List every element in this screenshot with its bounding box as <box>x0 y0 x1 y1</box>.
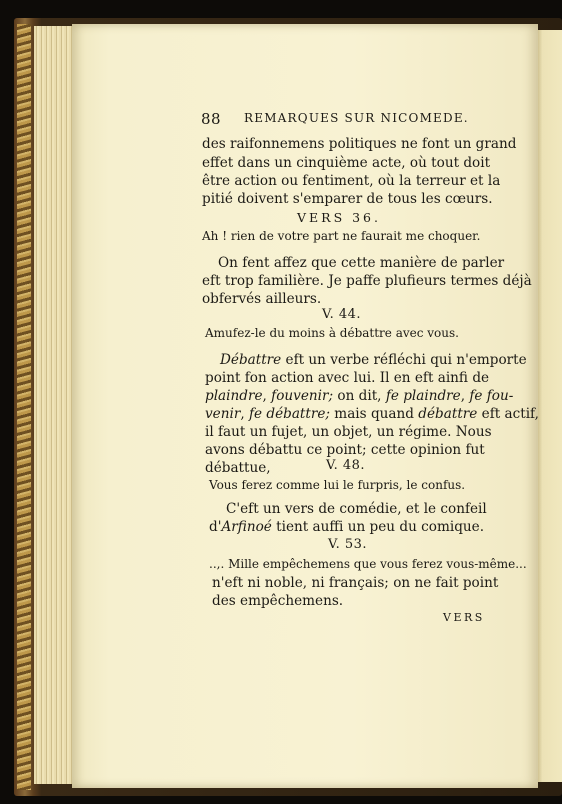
running-title: REMARQUES SUR NICOMEDE. <box>244 111 469 125</box>
text-run: , <box>262 388 272 404</box>
text-line: effet dans un cinquième acte, où tout doit <box>202 155 491 171</box>
text-line: On fent affez que cette manière de parler <box>218 255 505 271</box>
italic-term: Débattre <box>220 352 282 368</box>
text-run: mais quand <box>329 406 419 422</box>
italic-term: fe fou- <box>469 388 514 404</box>
section-heading: V. 53. <box>328 537 368 552</box>
verse-quote: ..,. Mille empêchemens que vous ferez vous-même... <box>209 557 527 571</box>
italic-term: débattre <box>418 406 478 422</box>
italic-term: plaindre <box>205 388 263 404</box>
text-run: on dit, <box>333 388 386 404</box>
text-run: eft un verbe réfléchi qui n'emporte <box>281 352 527 368</box>
text-line: être action ou fentiment, où la terreur et la <box>202 173 501 189</box>
text-line: pitié doivent s'emparer de tous les cœurs. <box>202 191 493 207</box>
text-run: d' <box>209 519 222 535</box>
verse-quote: Amufez-le du moins à débattre avec vous. <box>205 326 459 340</box>
section-heading: V. 44. <box>322 307 362 322</box>
italic-term: Arfinoé <box>221 519 272 535</box>
verse-quote: Ah ! rien de votre part ne faurait me choquer. <box>202 229 481 243</box>
text-line: il faut un fujet, un objet, un régime. Nous <box>205 424 492 440</box>
text-line: avons débattu ce point; cette opinion fut <box>205 442 485 458</box>
text-line: débattue, <box>205 460 271 476</box>
section-heading: VERS 36. <box>297 210 381 225</box>
text-line: des empêchemens. <box>212 593 344 609</box>
italic-term: fouvenir; <box>271 388 334 404</box>
page-number: 88 <box>201 110 222 128</box>
catchword: VERS <box>443 611 485 624</box>
verse-quote: Vous ferez comme lui le furpris, le confus. <box>209 478 466 492</box>
section-heading: V. 48. <box>326 458 366 473</box>
text-line <box>205 388 513 404</box>
text-line <box>205 406 539 422</box>
italic-term: fe plaindre <box>385 388 461 404</box>
text-run: , <box>460 388 470 404</box>
text-line: obfervés ailleurs. <box>202 291 322 307</box>
text-line: C'eft un vers de comédie, et le confeil <box>226 501 487 517</box>
text-run: eft actif, <box>477 406 539 422</box>
text-line: point fon action avec lui. Il en eft ainfi de <box>205 370 490 386</box>
text-run: , <box>240 406 249 422</box>
text-line <box>209 519 484 535</box>
text-line <box>220 352 527 368</box>
italic-term: venir <box>205 406 241 422</box>
text-line: n'eft ni noble, ni français; on ne fait point <box>212 575 499 591</box>
text-line: des raifonnemens politiques ne font un grand <box>202 136 517 152</box>
italic-term: fe débattre; <box>248 406 330 422</box>
text-run: tient auffi un peu du comique. <box>271 519 485 535</box>
text-line: eft trop familière. Je paffe plufieurs termes déjà <box>202 273 532 289</box>
gilt-spine-edge <box>17 24 31 790</box>
